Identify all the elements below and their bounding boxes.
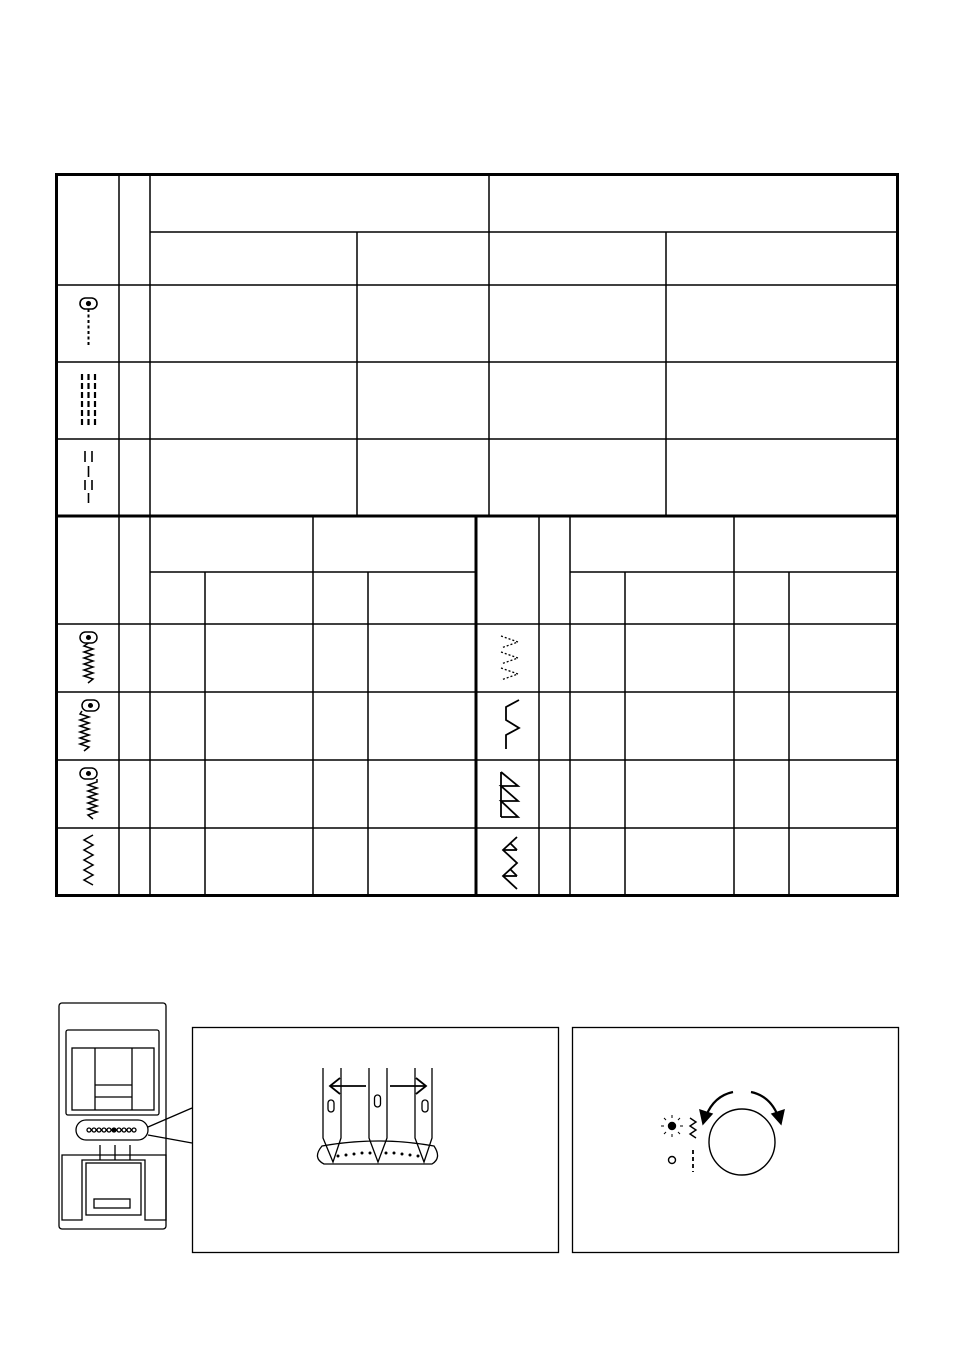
lower-right-table-grid (477, 516, 897, 896)
lower-left-table-grid (57, 516, 475, 896)
zigzag-center-needle-icon (80, 632, 97, 683)
triple-straight-stretch-stitch-icon (82, 374, 95, 427)
blind-hem-stitch-icon (506, 700, 519, 749)
overlock-stitch-icon (501, 772, 518, 817)
multi-step-zigzag-icon (501, 636, 518, 680)
zigzag-stitch-icon (84, 835, 93, 885)
stretch-basting-stitch-icon (85, 451, 92, 503)
zigzag-left-needle-icon (80, 700, 99, 751)
upper-table-grid (57, 175, 897, 516)
feather-stitch-icon (503, 837, 517, 889)
straight-stitch-center-needle-icon (80, 298, 97, 347)
zigzag-right-needle-icon (80, 768, 97, 819)
